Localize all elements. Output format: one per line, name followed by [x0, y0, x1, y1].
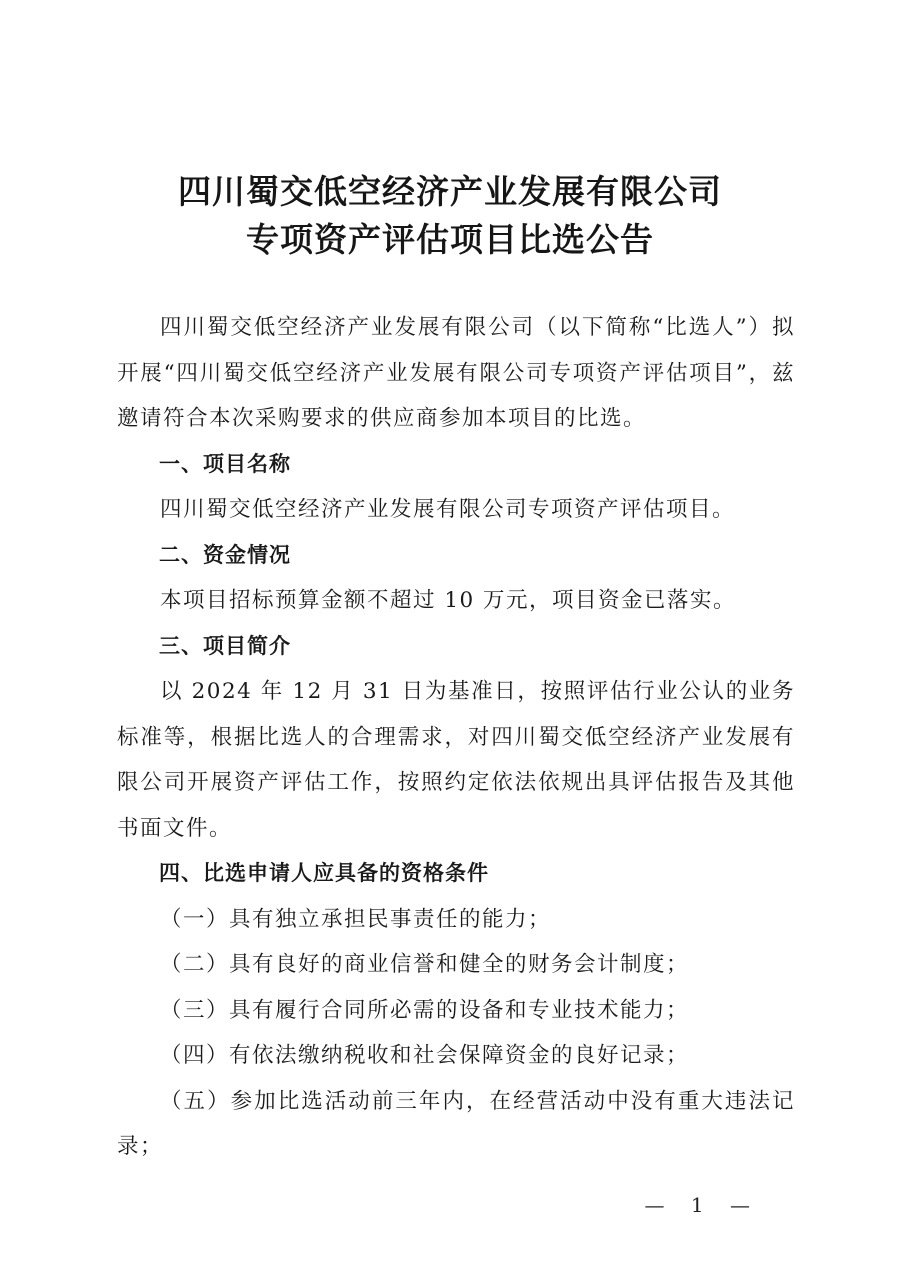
- qualification-item: （三）具有履行合同所必需的设备和专业技术能力；: [160, 997, 690, 1023]
- section-heading-project-summary: 三、项目简介: [159, 633, 291, 658]
- section-heading-funding: 二、资金情况: [159, 542, 291, 567]
- section-heading-project-name: 一、项目名称: [159, 451, 291, 476]
- intro-paragraph: 四川蜀交低空经济产业发展有限公司（以下简称“比选人”）拟开展“四川蜀交低空经济产业发展有限公司专项资产评估项目”，兹邀请符合本次采购要求的供应商参加本项目的比选。: [117, 315, 795, 431]
- section-text-project-name: 四川蜀交低空经济产业发展有限公司专项资产评估项目。: [160, 497, 736, 522]
- page-number: — 1 —: [644, 1193, 760, 1217]
- qualification-item: （一）具有独立承担民事责任的能力；: [160, 906, 552, 932]
- document-title-line1: 四川蜀交低空经济产业发展有限公司: [178, 172, 722, 211]
- qualification-item: （四）有依法缴纳税收和社会保障资金的良好记录；: [160, 1043, 690, 1068]
- document-title-line2: 专项资产评估项目比选公告: [246, 220, 654, 259]
- qualification-item: （二）具有良好的商业信誉和健全的财务会计制度；: [160, 952, 690, 977]
- section-heading-qualifications: 四、比选申请人应具备的资格条件: [159, 861, 489, 885]
- section-text-project-summary: 以 2024 年 12 月 31 日为基准日，按照评估行业公认的业务标准等，根据比选人的合理需求，对四川蜀交低空经济产业发展有限公司开展资产评估工作，按照约定依法依规出具评估报告及其他书面文件。: [117, 679, 795, 841]
- qualification-item: （五）参加比选活动前三年内，在经营活动中没有重大违法记录；: [117, 1088, 795, 1159]
- section-text-funding: 本项目招标预算金额不超过 10 万元，项目资金已落实。: [160, 588, 737, 613]
- document-body: [117, 305, 795, 1170]
